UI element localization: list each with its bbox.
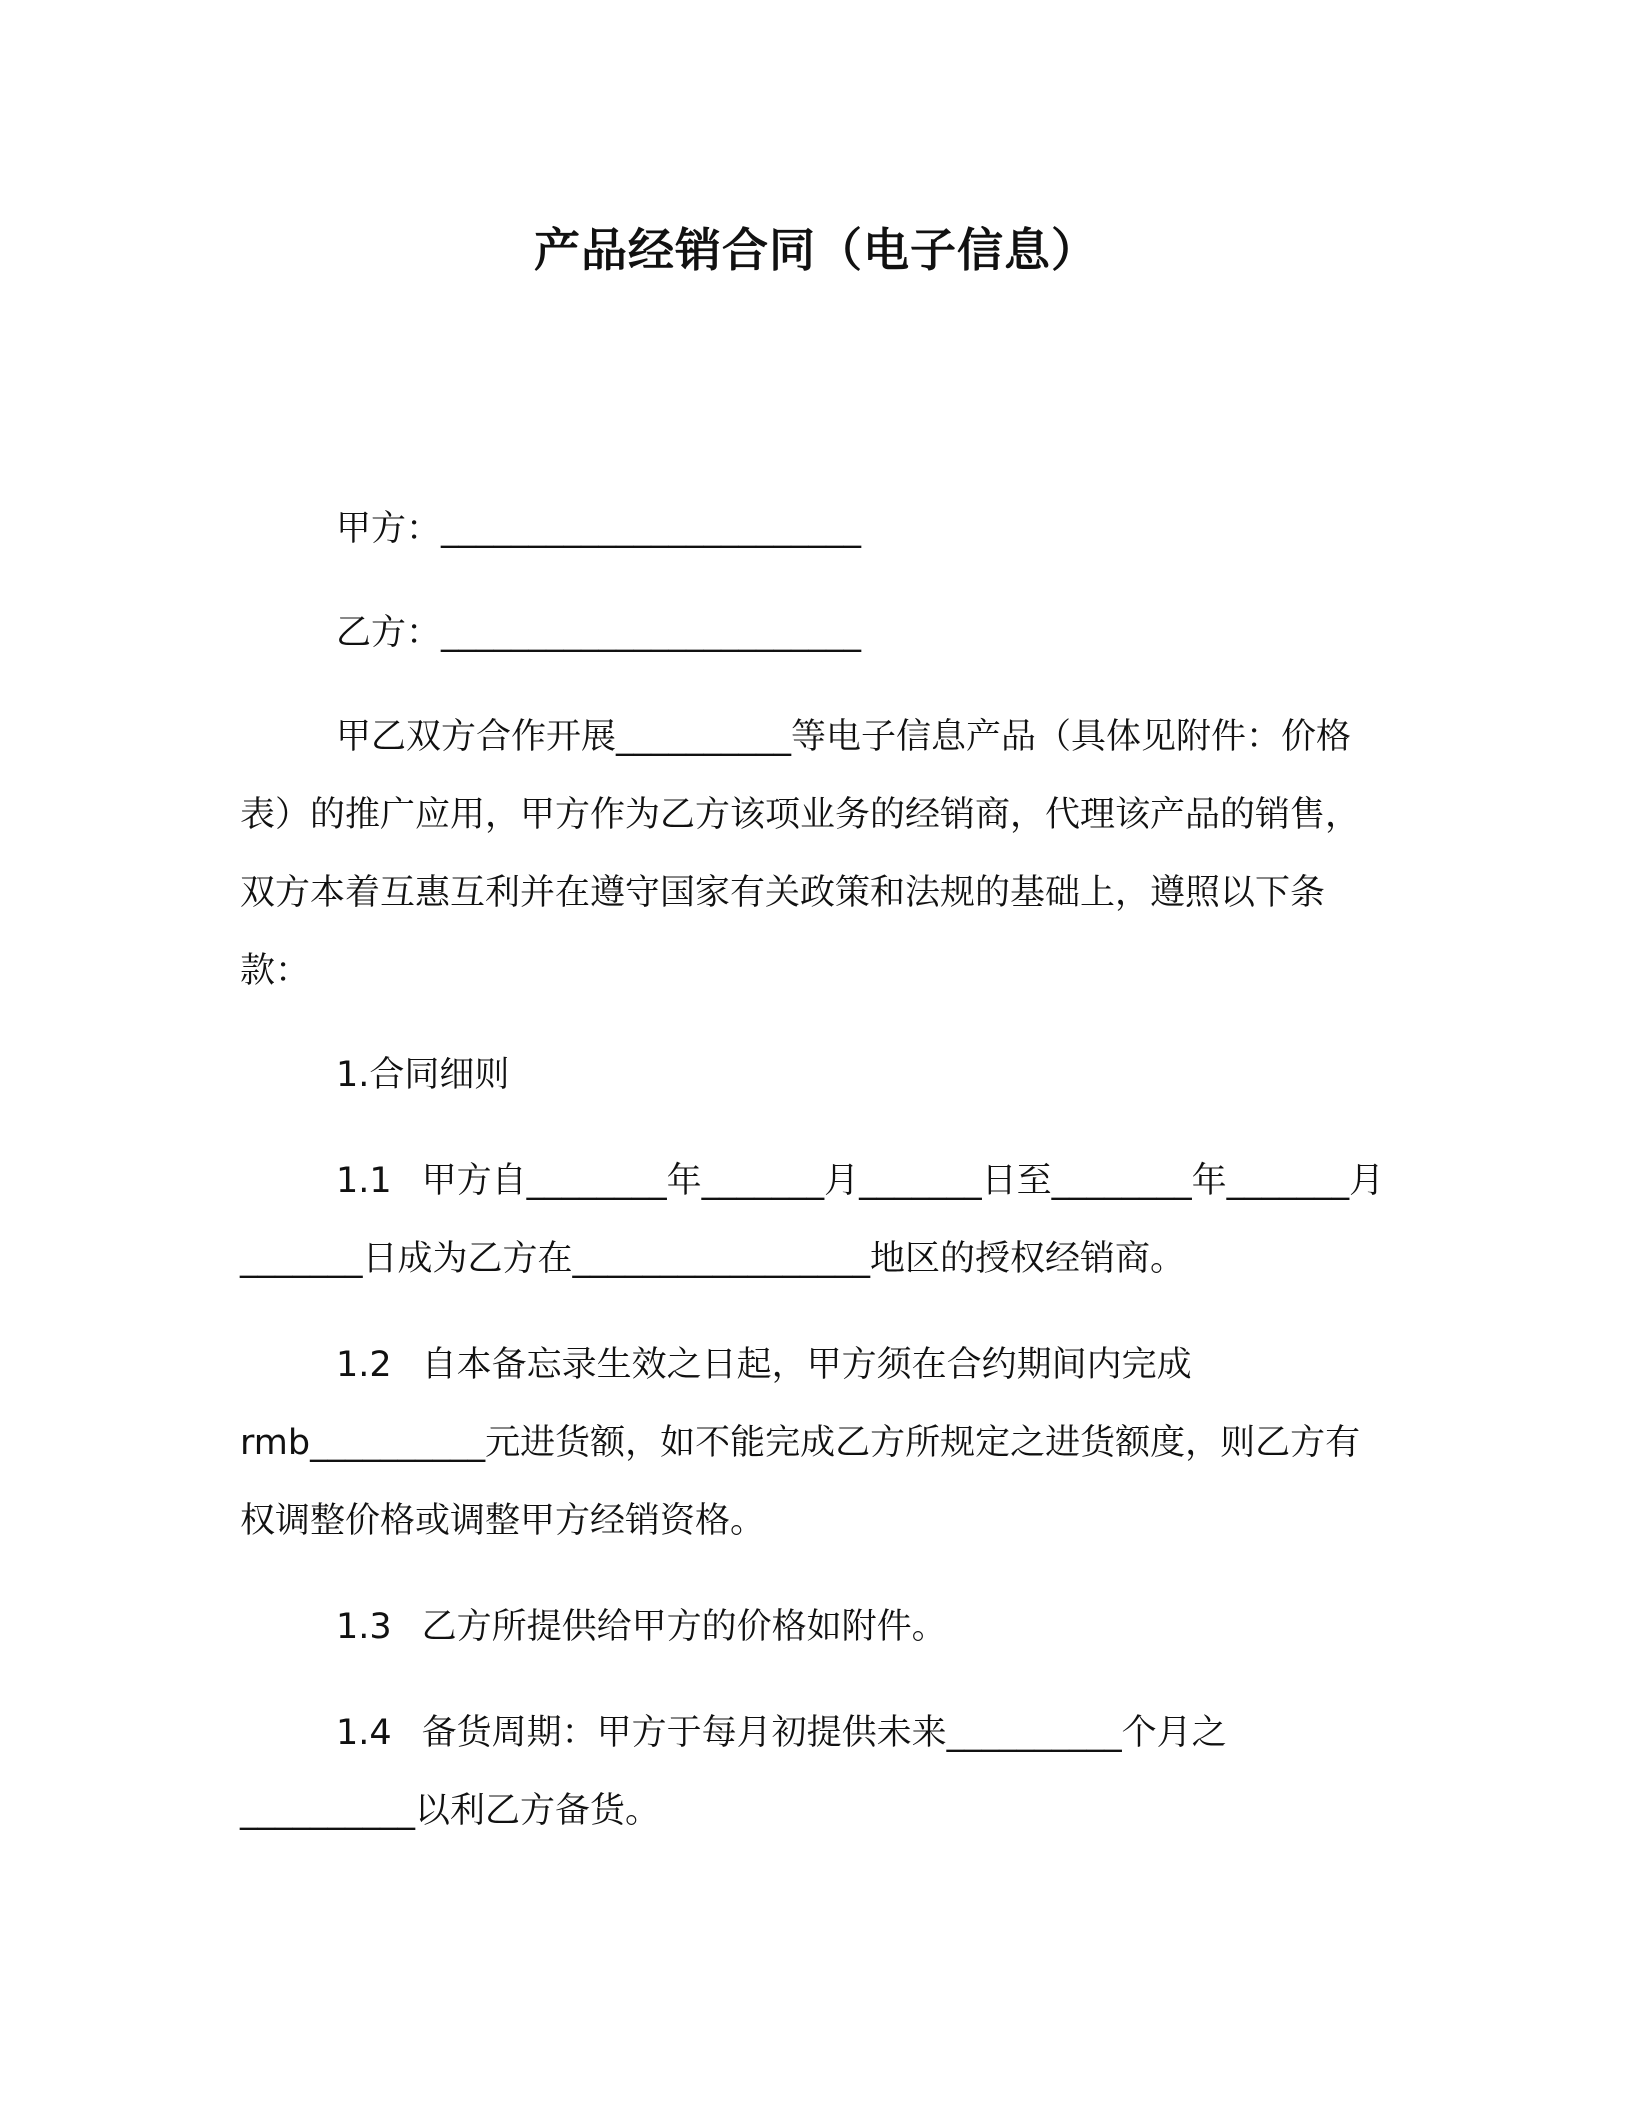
clause-number: 1.2 [336,1345,392,1385]
clause-text: 甲方自________年_______月_______日至________年_______月_______日成为乙方在_________________地区的授权经销商。 [240,1161,1385,1279]
clause-1-3 [240,1588,1390,1666]
clause-text: 自本备忘录生效之日起，甲方须在合约期间内完成rmb__________元进货额，如不能完成乙方所规定之进货额度，则乙方有权调整价格或调整甲方经销资格。 [240,1345,1361,1541]
section-heading: 1.合同细则 [336,1055,510,1095]
clause-1-1 [240,1142,1390,1298]
document-title: 产品经销合同（电子信息） [534,223,1098,277]
clause-number: 1.3 [336,1607,392,1647]
party-b-line: 乙方：________________________ [336,613,862,653]
party-a-line: 甲方：________________________ [336,509,862,549]
clause-number: 1.1 [336,1161,392,1201]
clause-number: 1.4 [336,1713,392,1753]
document-body [240,490,1390,1850]
clause-text: 备货周期：甲方于每月初提供未来__________个月之__________以利乙方备货。 [240,1713,1227,1831]
intro-paragraph: 甲乙双方合作开展__________等电子信息产品（具体见附件：价格表）的推广应用，甲方作为乙方该项业务的经销商，代理该产品的销售，双方本着互惠互利并在遵守国家有关政策和法规的基础上，遵照以下条款： [240,717,1361,991]
clause-1-2 [240,1326,1390,1560]
clause-1-4 [240,1694,1390,1850]
clause-text: 乙方所提供给甲方的价格如附件。 [421,1607,947,1647]
